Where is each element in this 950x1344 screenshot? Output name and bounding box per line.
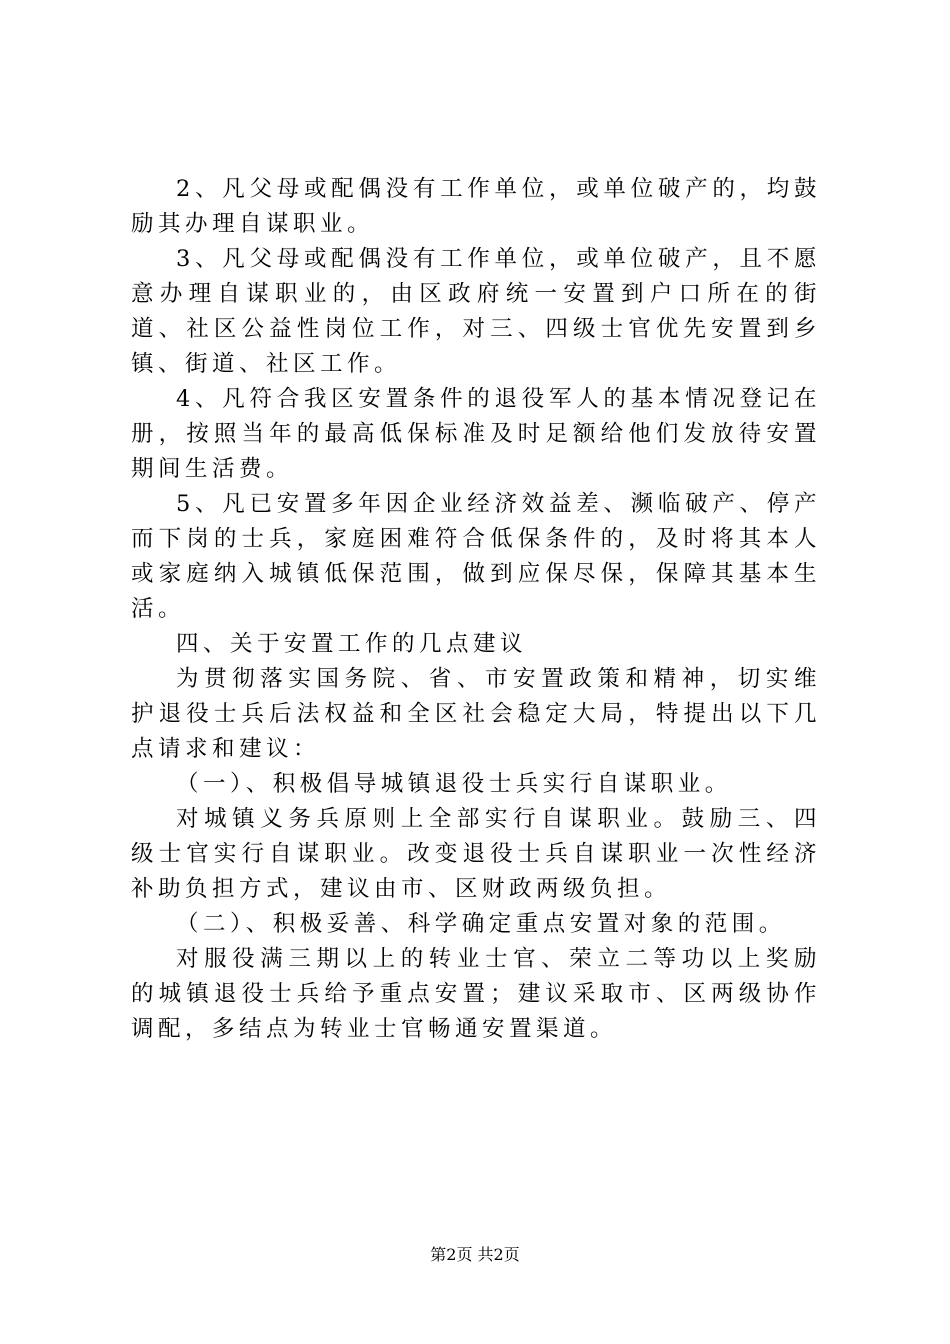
subparagraph-2: 对服役满三期以上的转业士官、荣立二等功以上奖励的城镇退役士兵给予重点安置；建议采取市、区两级协作调配，多结点为转业士官畅通安置渠道。 xyxy=(131,946,821,1042)
subheading-1: （一）、积极倡导城镇退役士兵实行自谋职业。 xyxy=(176,771,732,797)
intro-paragraph: 为贯彻落实国务院、省、市安置政策和精神，切实维护退役士兵后法权益和全区社会稳定大局，特提出以下几点请求和建议： xyxy=(131,666,821,762)
page-number-footer: 第2页 共2页 xyxy=(430,1245,520,1264)
paragraph-item-2: 2、凡父母或配偶没有工作单位，或单位破产的，均鼓励其办理自谋职业。 xyxy=(131,176,821,237)
section-heading: 四、关于安置工作的几点建议 xyxy=(176,631,528,657)
subparagraph-1: 对城镇义务兵原则上全部实行自谋职业。鼓励三、四级士官实行自谋职业。改变退役士兵自谋职业一次性经济补助负担方式，建议由市、区财政两级负担。 xyxy=(131,806,821,902)
document-body xyxy=(131,172,821,1047)
subheading-2: （二）、积极妥善、科学确定重点安置对象的范围。 xyxy=(176,911,786,937)
paragraph-item-4: 4、凡符合我区安置条件的退役军人的基本情况登记在册，按照当年的最高低保标准及时足额给他们发放待安置期间生活费。 xyxy=(131,386,821,482)
paragraph-item-3: 3、凡父母或配偶没有工作单位，或单位破产，且不愿意办理自谋职业的，由区政府统一安置到户口所在的街道、社区公益性岗位工作，对三、四级士官优先安置到乡镇、街道、社区工作。 xyxy=(131,246,821,377)
paragraph-item-5: 5、凡已安置多年因企业经济效益差、濒临破产、停产而下岗的士兵，家庭困难符合低保条件的，及时将其本人或家庭纳入城镇低保范围，做到应保尽保，保障其基本生活。 xyxy=(131,491,821,622)
